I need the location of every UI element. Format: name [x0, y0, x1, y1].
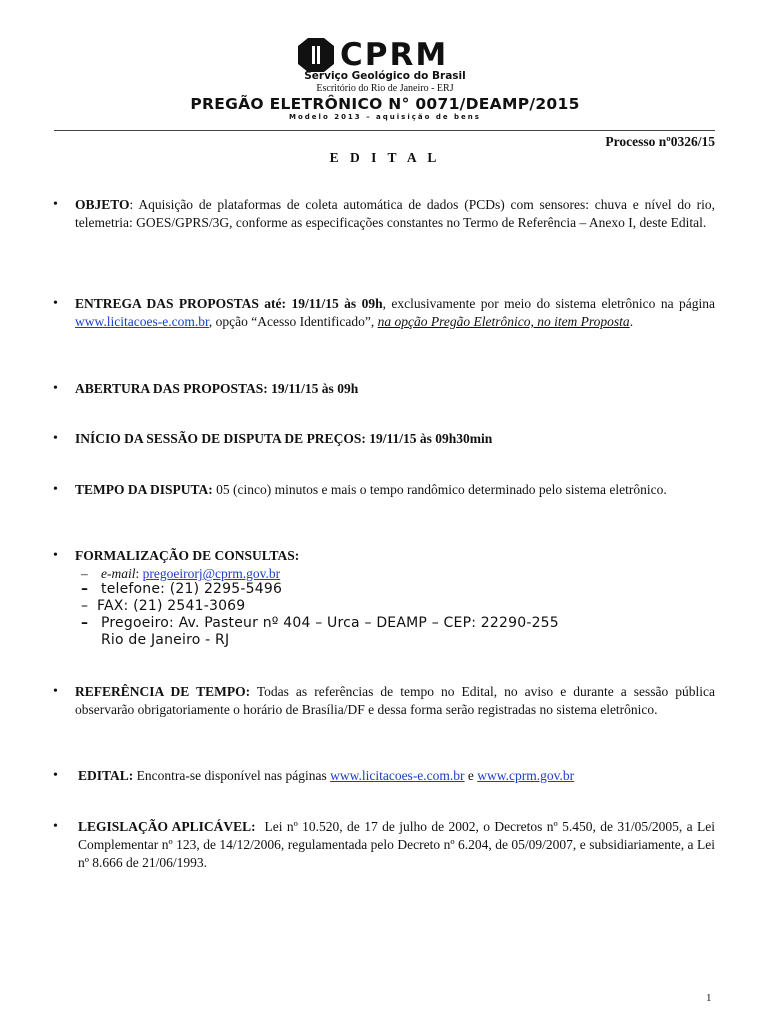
office-name: Escritório do Rio de Janeiro - ERJ: [316, 83, 454, 94]
contact-fax: [81, 598, 246, 615]
legislacao-text: Lei nº 10.520, de 17 de julho de 2002, o Decretos nº 5.450, de 31/05/2005, a Lei Complementar nº 123, de 14/12/2006, regulamentada pelo Decreto nº 6.204, de 05/09/2007, e subsidiariamente, a Lei nº 8.666 de 21/06/1993.: [78, 819, 719, 870]
item-edital: [53, 767, 718, 785]
bullet: •: [53, 381, 58, 396]
process-number: Processo nº0326/15: [605, 134, 715, 149]
tempo-text: 05 (cinco) minutos e mais o tempo randômico determinado pelo sistema eletrônico.: [212, 482, 667, 497]
dash: –: [81, 615, 89, 631]
bullet: •: [53, 548, 58, 563]
organization-name: Serviço Geológico do Brasil: [304, 70, 466, 82]
model-subtitle: Modelo 2013 – aquisição de bens: [289, 113, 481, 121]
fax-text: FAX: (21) 2541-3069: [97, 598, 246, 614]
licitacoes-link[interactable]: www.licitacoes-e.com.br: [75, 314, 209, 329]
header-divider: [54, 130, 715, 131]
referencia-label: REFERÊNCIA DE TEMPO:: [75, 684, 251, 699]
bullet: •: [53, 482, 58, 497]
edital-heading: E D I T A L: [329, 150, 441, 165]
edital-label: EDITAL:: [78, 768, 134, 783]
entrega-text: , exclusivamente por meio do sistema eletrônico na página: [382, 296, 715, 311]
objeto-text: : Aquisição de plataformas de coleta automática de dados (PCDs) com sensores: chuva e nível do rio, telemetria: GOES/GPRS/3G, conforme as especificações constantes no Termo de Referência – Anexo I, deste Edital.: [75, 197, 715, 230]
dash: –: [81, 566, 88, 581]
pregoeiro-line2: Rio de Janeiro - RJ: [101, 632, 230, 648]
licitacoes-link-2[interactable]: www.licitacoes-e.com.br: [330, 768, 465, 783]
item-referencia: [53, 683, 715, 719]
item-abertura: [53, 380, 715, 398]
entrega-text-end: .: [629, 314, 634, 329]
contact-pregoeiro: [81, 615, 559, 649]
edital-conj: e: [464, 768, 478, 783]
item-objeto: [53, 196, 715, 232]
phone-text: telefone: (21) 2295-5496: [101, 581, 283, 597]
objeto-label: OBJETO: [75, 197, 130, 212]
document-title: PREGÃO ELETRÔNICO N° 0071/DEAMP/2015: [190, 95, 580, 113]
bullet: •: [53, 431, 58, 446]
item-formalizacao: [53, 547, 715, 565]
pregoeiro-line1: Pregoeiro: Av. Pasteur nº 404 – Urca – DEAMP – CEP: 22290-255: [101, 615, 559, 631]
email-link[interactable]: pregoeirorj@cprm.gov.br: [142, 566, 281, 581]
bullet: •: [53, 684, 58, 699]
item-legislacao: [53, 818, 719, 872]
item-entrega: [53, 295, 715, 331]
entrega-text-mid: , opção “Acesso Identificado”,: [208, 314, 378, 329]
inicio-label: INÍCIO DA SESSÃO DE DISPUTA DE PREÇOS: 19/11/15 às 09h30min: [75, 431, 493, 446]
item-tempo: [53, 481, 715, 499]
referencia-text: Todas as referências de tempo no Edital, no aviso e durante a sessão pública observarão obrigatoriamente o horário de Brasília/DF e dessa forma serão registradas no sistema eletrônico.: [75, 684, 715, 717]
edital-text: Encontra-se disponível nas páginas: [133, 768, 331, 783]
contact-phone: [81, 581, 283, 598]
entrega-label: ENTREGA DAS PROPOSTAS até: 19/11/15 às 09h: [75, 296, 383, 311]
cprm-logo: [296, 36, 476, 74]
contact-email: – e-mail: pregoeirorj@cprm.gov.br: [81, 566, 281, 581]
tempo-label: TEMPO DA DISPUTA:: [75, 482, 213, 497]
cprm-logo-icon: [296, 36, 336, 74]
legislacao-label: LEGISLAÇÃO APLICÁVEL:: [78, 819, 256, 834]
page-number: 1: [706, 992, 712, 1004]
bullet: •: [53, 197, 58, 212]
abertura-label: ABERTURA DAS PROPOSTAS: 19/11/15 às 09h: [75, 381, 359, 396]
bullet: •: [53, 768, 58, 783]
item-inicio: [53, 430, 715, 448]
bullet: •: [53, 819, 58, 834]
dash: –: [81, 581, 89, 597]
email-label: e-mail: [101, 566, 136, 581]
logo-text: CPRM: [340, 37, 449, 73]
entrega-underlined: na opção Pregão Eletrônico, no item Proposta: [377, 314, 630, 329]
dash: –: [81, 598, 89, 614]
cprm-link[interactable]: www.cprm.gov.br: [477, 768, 575, 783]
formalizacao-label: FORMALIZAÇÃO DE CONSULTAS:: [75, 548, 300, 563]
bullet: •: [53, 296, 58, 311]
